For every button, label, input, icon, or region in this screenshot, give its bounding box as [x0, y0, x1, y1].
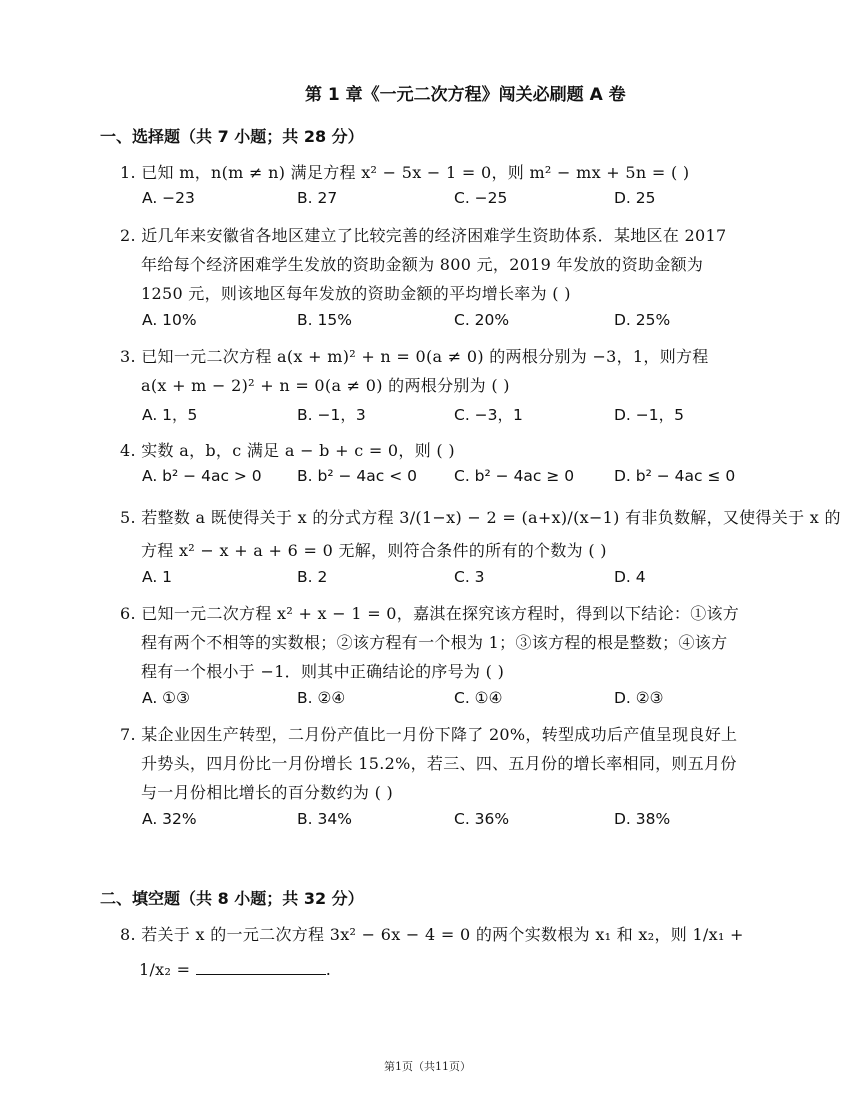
page-footer: 第1页（共11页） — [384, 1060, 471, 1073]
option-a: A. 10% — [142, 311, 197, 329]
question-line: 程有一个根小于 −1．则其中正确结论的序号为 ( ) — [141, 662, 505, 681]
option-d: D. 4 — [614, 568, 646, 586]
option-c: C. ①④ — [454, 689, 503, 707]
section-heading-fill: 二、填空题（共 8 小题；共 32 分） — [100, 889, 364, 908]
option-a: A. 32% — [142, 810, 197, 828]
question-line: 升势头，四月份比一月份增长 15.2%，若三、四、五月份的增长率相同，则五月份 — [141, 754, 737, 773]
answer-blank[interactable] — [196, 960, 326, 975]
question-line: 6. 已知一元二次方程 x² + x − 1 = 0，嘉淇在探究该方程时，得到以下结论：①该方 — [120, 604, 740, 623]
question-line: 5. 若整数 a 既使得关于 x 的分式方程 3/(1−x) − 2 = (a+x)/(x−1) 有非负数解，又使得关于 x 的 — [120, 508, 841, 527]
question-line: 7. 某企业因生产转型，二月份产值比一月份下降了 20%，转型成功后产值呈现良好上 — [120, 725, 738, 744]
option-c: C. 3 — [454, 568, 485, 586]
question-line: 4. 实数 a，b，c 满足 a − b + c = 0，则 ( ) — [120, 441, 455, 460]
option-c: C. −25 — [454, 189, 508, 207]
question-line: 8. 若关于 x 的一元二次方程 3x² − 6x − 4 = 0 的两个实数根为 x₁ 和 x₂，则 1/x₁ + — [120, 925, 744, 944]
question-tail: . — [325, 960, 332, 979]
option-c: C. 20% — [454, 311, 510, 329]
option-a: A. b² − 4ac > 0 — [142, 467, 262, 485]
option-b: B. 34% — [297, 810, 352, 828]
option-a: A. −23 — [142, 189, 195, 207]
option-d: D. b² − 4ac ≤ 0 — [614, 467, 736, 485]
option-c: C. −3，1 — [454, 406, 523, 424]
question-line: 方程 x² − x + a + 6 = 0 无解，则符合条件的所有的个数为 ( ) — [141, 541, 607, 560]
page-title: 第 1 章《一元二次方程》闯关必刷题 A 卷 — [305, 85, 626, 105]
question-line: 2. 近几年来安徽省各地区建立了比较完善的经济困难学生资助体系．某地区在 2017 — [120, 226, 727, 245]
question-line: 1/x₂ = — [139, 960, 191, 979]
question-line: 1250 元，则该地区每年发放的资助金额的平均增长率为 ( ) — [141, 284, 571, 303]
option-b: B. 27 — [297, 189, 338, 207]
section-heading-choice: 一、选择题（共 7 小题；共 28 分） — [100, 127, 364, 146]
question-line: 年给每个经济困难学生发放的资助金额为 800 元，2019 年发放的资助金额为 — [141, 255, 704, 274]
option-b: B. b² − 4ac < 0 — [297, 467, 417, 485]
question-line: 3. 已知一元二次方程 a(x + m)² + n = 0(a ≠ 0) 的两根分别为 −3，1，则方程 — [120, 347, 709, 366]
option-c: C. 36% — [454, 810, 510, 828]
option-d: D. 38% — [614, 810, 671, 828]
option-c: C. b² − 4ac ≥ 0 — [454, 467, 575, 485]
option-d: D. 25 — [614, 189, 656, 207]
option-b: B. 15% — [297, 311, 352, 329]
option-b: B. −1，3 — [297, 406, 366, 424]
question-line: 与一月份相比增长的百分数约为 ( ) — [141, 783, 394, 802]
option-a: A. ①③ — [142, 689, 190, 707]
option-d: D. −1，5 — [614, 406, 684, 424]
option-d: D. ②③ — [614, 689, 664, 707]
option-a: A. 1，5 — [142, 406, 198, 424]
question-line: 程有两个不相等的实数根；②该方程有一个根为 1；③该方程的根是整数；④该方 — [141, 633, 728, 652]
option-b: B. 2 — [297, 568, 328, 586]
option-b: B. ②④ — [297, 689, 346, 707]
question-line: 1. 已知 m，n(m ≠ n) 满足方程 x² − 5x − 1 = 0，则 m² − mx + 5n = ( ) — [120, 163, 690, 182]
question-line: a(x + m − 2)² + n = 0(a ≠ 0) 的两根分别为 ( ) — [141, 376, 510, 395]
option-a: A. 1 — [142, 568, 173, 586]
question-line-answer — [139, 960, 331, 979]
option-d: D. 25% — [614, 311, 671, 329]
